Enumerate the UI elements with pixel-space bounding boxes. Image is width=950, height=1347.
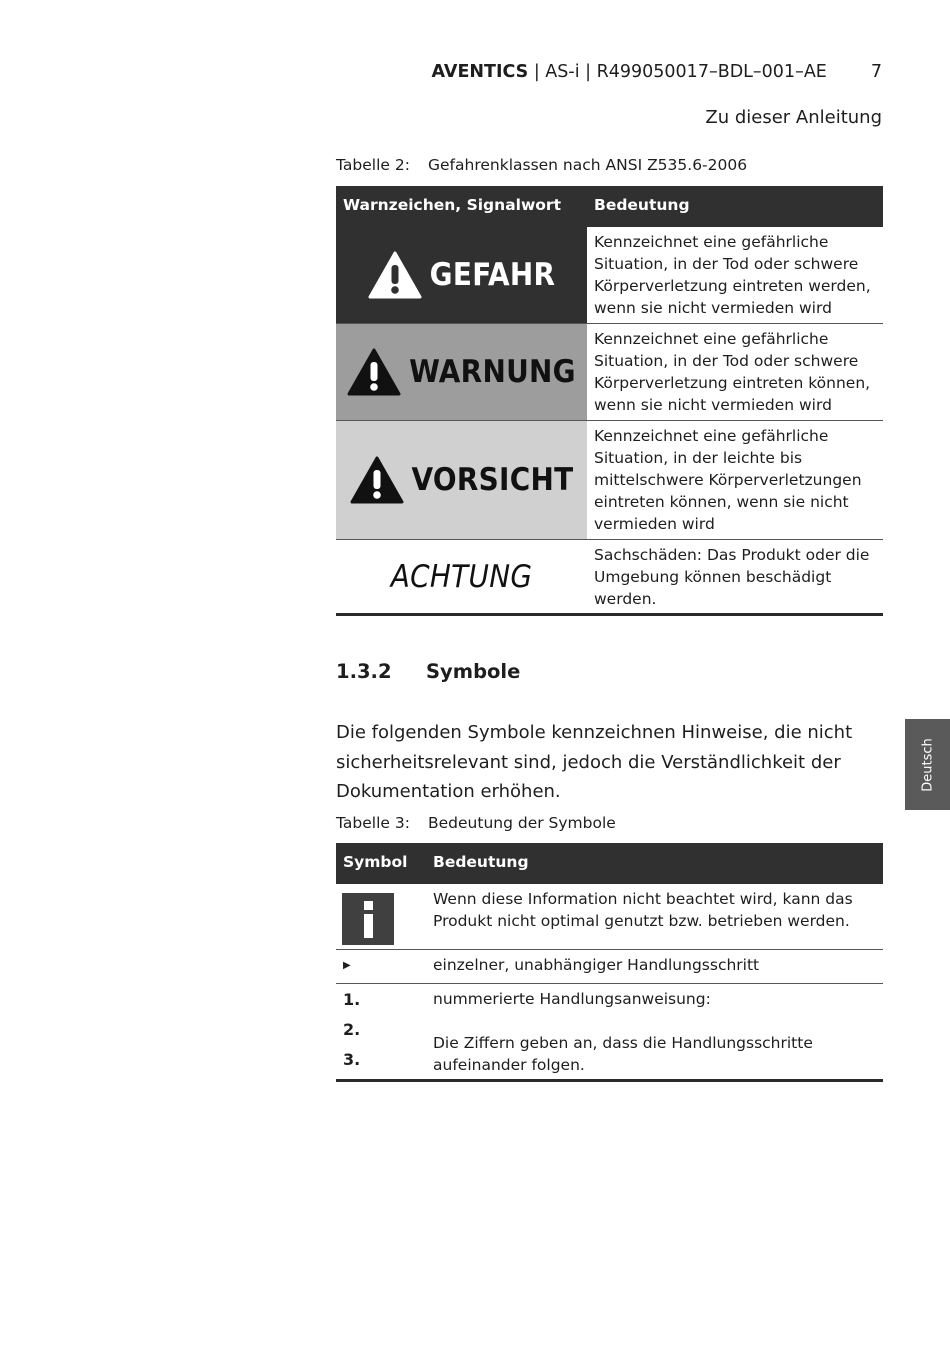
table3-caption-label: Tabelle 3: — [336, 814, 410, 832]
symbol-row-info — [336, 884, 883, 950]
page-number: 7 — [870, 62, 882, 82]
triangle-right-icon: ▶ — [343, 960, 351, 971]
meaning-cell-intro: nummerierte Handlungsanweisung: — [433, 990, 711, 1008]
warning-triangle-icon — [347, 348, 401, 396]
meaning-cell: Sachschäden: Das Produkt oder die Umgebung können beschädigt werden. — [594, 546, 870, 608]
brand-name: AVENTICS — [431, 62, 529, 82]
signal-cell — [336, 227, 587, 323]
meaning-cell: Kennzeichnet eine gefährliche Situation, in der leichte bis mittelschwere Körperverletzungen eintreten können, wenn sie nicht vermieden wird — [594, 427, 862, 533]
meaning-cell: einzelner, unabhängiger Handlungsschritt — [433, 956, 760, 974]
numbered-symbol: 1. — [343, 990, 361, 1009]
numbered-symbol: 3. — [343, 1050, 361, 1069]
header-meaning: Bedeutung — [433, 853, 529, 871]
numbered-symbol: 2. — [343, 1020, 361, 1039]
language-tab[interactable] — [905, 719, 950, 810]
doc-id: | AS-i | R499050017–BDL–001–AE — [528, 62, 827, 82]
header-symbol: Symbol — [343, 853, 408, 871]
hazard-row-vorsicht — [336, 421, 883, 540]
signal-word: GEFAHR — [429, 257, 556, 293]
table2-caption-label: Tabelle 2: — [336, 156, 410, 174]
section-title: Symbole — [426, 660, 521, 683]
signal-word: VORSICHT — [411, 462, 574, 498]
hazard-row-achtung — [336, 540, 883, 616]
meaning-cell: Wenn diese Information nicht beachtet wird, kann das Produkt nicht optimal genutzt bzw. betrieben werden. — [433, 890, 853, 930]
hazard-table-header — [336, 186, 883, 227]
header-signal: Warnzeichen, Signalwort — [343, 196, 561, 214]
section-header: Zu dieser Anleitung — [705, 107, 882, 128]
symbol-row-step — [336, 950, 883, 984]
table3-caption-text: Bedeutung der Symbole — [428, 814, 616, 832]
symbol-row-numbered — [336, 984, 883, 1082]
signal-cell — [336, 324, 587, 420]
header-meaning: Bedeutung — [594, 196, 690, 214]
warning-triangle-icon — [368, 251, 422, 299]
symbol-table — [336, 843, 883, 1082]
signal-cell — [336, 421, 587, 539]
table2-caption — [336, 156, 747, 174]
symbol-table-header — [336, 843, 883, 884]
language-tab-label: Deutsch — [920, 737, 935, 792]
table3-caption — [336, 814, 616, 832]
page-header — [432, 62, 882, 82]
meaning-cell: Kennzeichnet eine gefährliche Situation, in der Tod oder schwere Körperverletzung eintreten werden, wenn sie nicht vermieden wird — [594, 233, 871, 317]
hazard-row-warnung — [336, 324, 883, 421]
section-heading — [336, 660, 520, 683]
hazard-table — [336, 186, 883, 616]
hazard-row-gefahr — [336, 227, 883, 324]
signal-word: ACHTUNG — [390, 558, 533, 595]
signal-cell — [336, 540, 587, 613]
table2-caption-text: Gefahrenklassen nach ANSI Z535.6-2006 — [428, 156, 748, 174]
info-icon — [342, 893, 394, 945]
meaning-cell-detail: Die Ziffern geben an, dass die Handlungsschritte aufeinander folgen. — [433, 1034, 813, 1074]
section-number: 1.3.2 — [336, 660, 392, 683]
intro-paragraph: Die folgenden Symbole kennzeichnen Hinweise, die nicht sicherheitsrelevant sind, jedoch die Verständlichkeit der Dokumentation erhöhen. — [336, 722, 853, 802]
warning-triangle-icon — [350, 456, 404, 504]
signal-word: WARNUNG — [409, 354, 576, 390]
meaning-cell: Kennzeichnet eine gefährliche Situation, in der Tod oder schwere Körperverletzung eintreten können, wenn sie nicht vermieden wird — [594, 330, 871, 414]
